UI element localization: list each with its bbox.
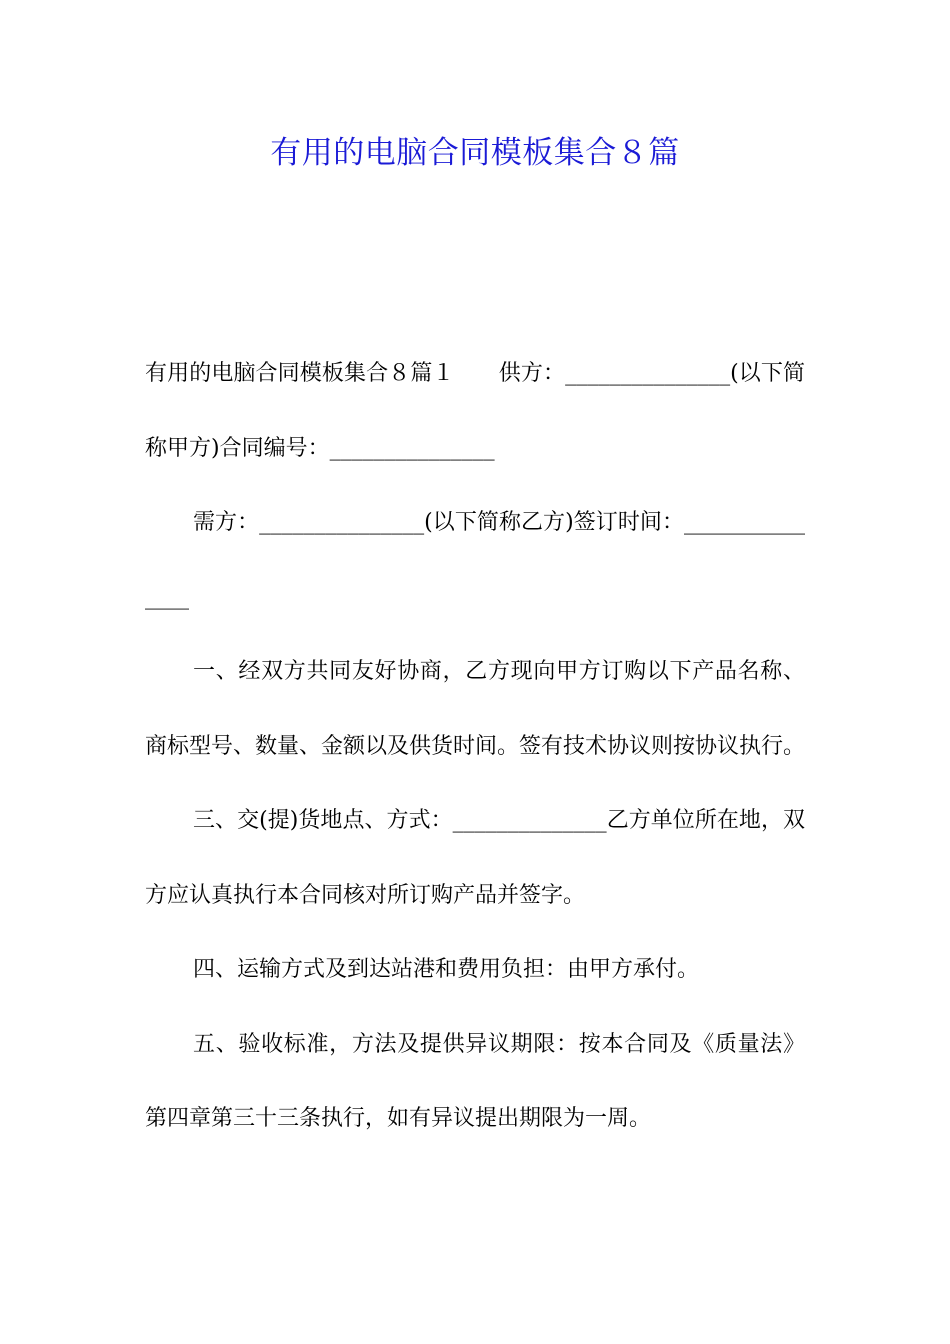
paragraph-clause-3: 三、交(提)货地点、方式：______________乙方单位所在地，双方应认真执行本合同核对所订购产品并签字。 [145, 808, 805, 908]
document-title: 有用的电脑合同模板集合８篇 [270, 135, 680, 171]
paragraph-clause-5: 五、验收标准，方法及提供异议期限：按本合同及《质量法》第四章第三十三条执行，如有异议提出期限为一周。 [145, 1031, 805, 1131]
paragraph-clause-1: 一、经双方共同友好协商，乙方现向甲方订购以下产品名称、商标型号、数量、金额以及供货时间。签有技术协议则按协议执行。 [145, 659, 806, 759]
paragraph-clause-4: 四、运输方式及到达站港和费用负担：由甲方承付。 [193, 957, 700, 982]
paragraph-buyer: 需方：_______________(以下简称乙方)签订时间：_______________ [145, 510, 805, 610]
document-body [145, 337, 805, 1157]
paragraph-intro: 有用的电脑合同模板集合８篇１ 供方：_______________(以下简称甲方)合同编号：_______________ [145, 361, 805, 461]
